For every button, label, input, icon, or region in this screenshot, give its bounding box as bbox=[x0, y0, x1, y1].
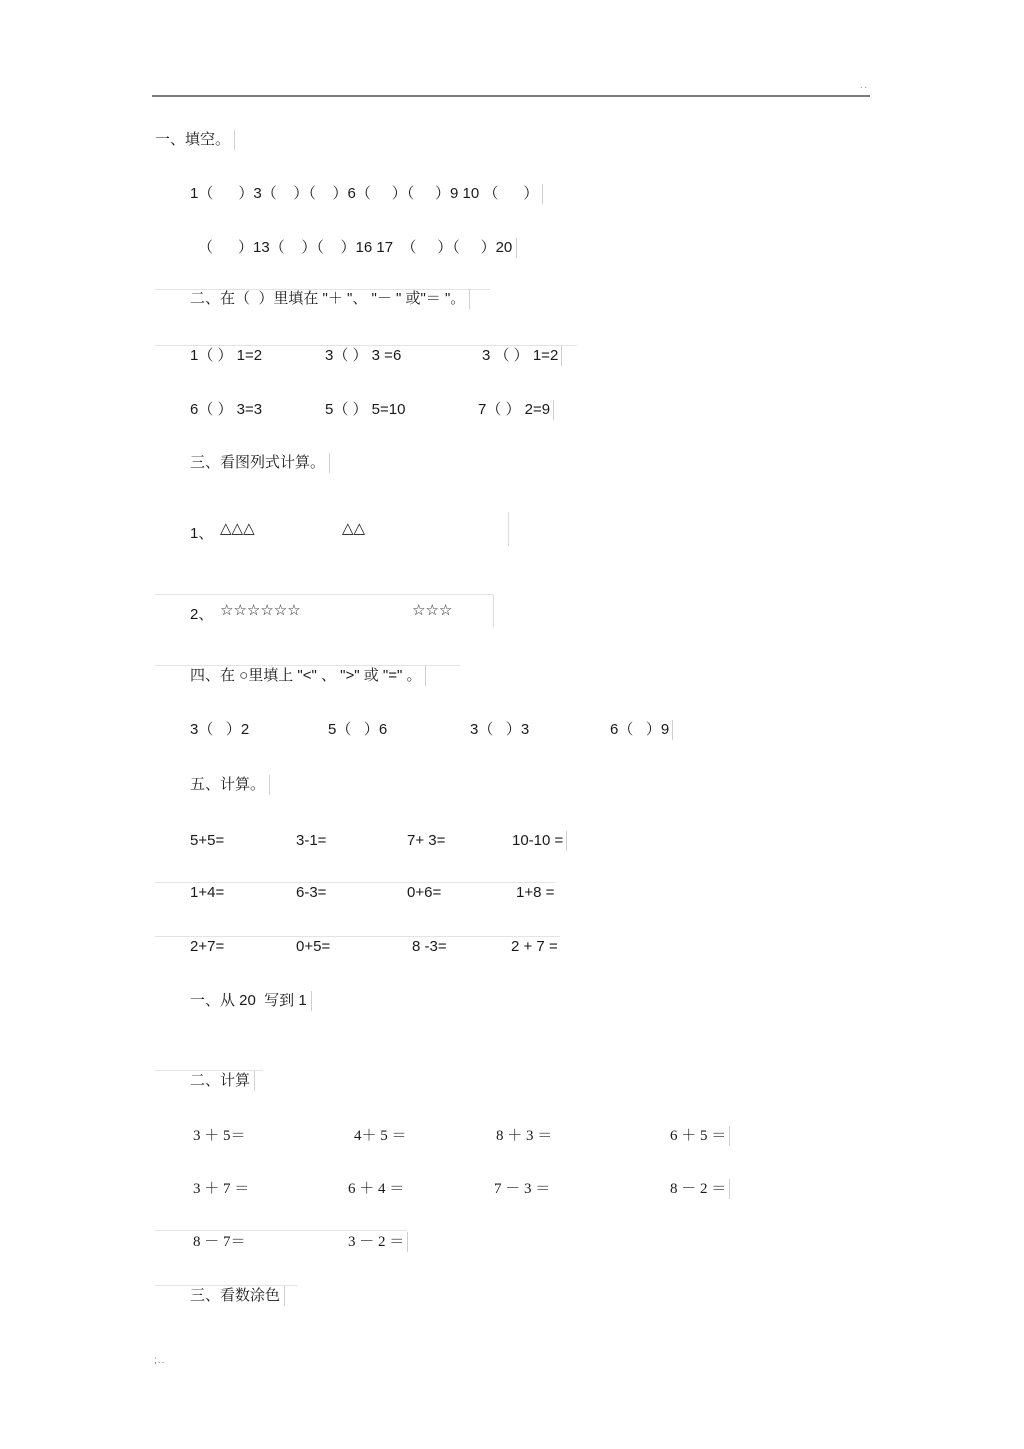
picture-problem-2 bbox=[190, 595, 494, 627]
calc-problem: 5+5= bbox=[190, 832, 225, 849]
calc-problem: 8 － 7＝ bbox=[193, 1234, 246, 1250]
calc-problem: 7+ 3= bbox=[407, 832, 446, 849]
star-group-2: ☆☆☆ bbox=[412, 601, 453, 619]
section-1-title: 一、填空。 bbox=[155, 130, 235, 150]
fill-blank-row-1: 1（ ）3（ ）（ ）6（ ）（ ）9 10 （ ） bbox=[190, 184, 543, 204]
section-3-title: 三、看图列式计算。 bbox=[190, 453, 330, 473]
calc-problem: 1+4= bbox=[190, 884, 225, 901]
calc-problem: 10-10 = bbox=[512, 831, 567, 851]
picture-problem-1 bbox=[190, 512, 509, 546]
calc-problem: 8 － 2 ＝ bbox=[670, 1179, 730, 1199]
section-2-title: 二、在（ ）里填在 "＋ "、 "－ " 或"＝ "。 bbox=[190, 289, 470, 309]
problem-number: 2、 bbox=[190, 606, 214, 623]
calc-problem: 0+5= bbox=[296, 938, 331, 955]
operator-problem: 5（ ） 5=10 bbox=[325, 401, 406, 418]
operator-problem: 3 （ ） 1=2 bbox=[482, 346, 562, 366]
compare-problem: 3（ ）3 bbox=[470, 721, 530, 738]
calc-problem: 6 ＋ 5 ＝ bbox=[670, 1126, 730, 1146]
operator-problem: 1（ ） 1=2 bbox=[190, 347, 263, 364]
calc-problem: 8 -3= bbox=[412, 938, 447, 955]
part2-section-2-title: 二、计算 bbox=[190, 1071, 255, 1091]
operator-problem: 7（ ） 2=9 bbox=[478, 400, 554, 420]
triangle-group-2: △△ bbox=[342, 519, 366, 537]
calc-problem: 2+7= bbox=[190, 938, 225, 955]
calc-problem: 2 + 7 = bbox=[511, 938, 558, 955]
problem-number: 1、 bbox=[190, 525, 214, 542]
calc-problem: 3-1= bbox=[296, 832, 327, 849]
section-5-title: 五、计算。 bbox=[190, 775, 270, 795]
part2-section-3-title: 三、看数涂色 bbox=[190, 1286, 285, 1306]
part2-section-1-title: 一、从 20 写到 1 bbox=[190, 991, 312, 1011]
operator-problem: 3（ ） 3 =6 bbox=[325, 347, 402, 364]
calc-problem: 6-3= bbox=[296, 884, 327, 901]
compare-problem: 6（ ）9 bbox=[610, 720, 673, 740]
calc-problem: 3 ＋ 7 ＝ bbox=[193, 1181, 250, 1197]
operator-problem: 6（ ） 3=3 bbox=[190, 401, 263, 418]
fill-blank-row-2: （ ）13（ ）（ ）16 17 （ ）（ ）20 bbox=[198, 238, 517, 258]
star-group-1: ☆☆☆☆☆☆ bbox=[220, 601, 301, 619]
compare-problem: 3（ ）2 bbox=[190, 721, 250, 738]
calc-problem: 3 ＋ 5＝ bbox=[193, 1128, 246, 1144]
triangle-group-1: △△△ bbox=[220, 519, 255, 537]
calc-problem: 4＋ 5 ＝ bbox=[354, 1128, 407, 1144]
calc-problem: 0+6= bbox=[407, 884, 442, 901]
calc-problem: 7 － 3 ＝ bbox=[494, 1181, 551, 1197]
calc-problem: 1+8 = bbox=[516, 884, 555, 901]
calc-problem: 8 ＋ 3 ＝ bbox=[496, 1128, 553, 1144]
header-rule bbox=[152, 95, 870, 97]
section-4-title: 四、在 ○里填上 "<" 、 ">" 或 "=" 。 bbox=[190, 666, 426, 686]
header-mark: .. bbox=[860, 80, 870, 90]
footer-mark: ;.. bbox=[154, 1355, 166, 1366]
calc-problem: 3 － 2 ＝ bbox=[348, 1232, 408, 1252]
compare-problem: 5（ ）6 bbox=[328, 721, 388, 738]
calc-problem: 6 ＋ 4 ＝ bbox=[348, 1181, 405, 1197]
